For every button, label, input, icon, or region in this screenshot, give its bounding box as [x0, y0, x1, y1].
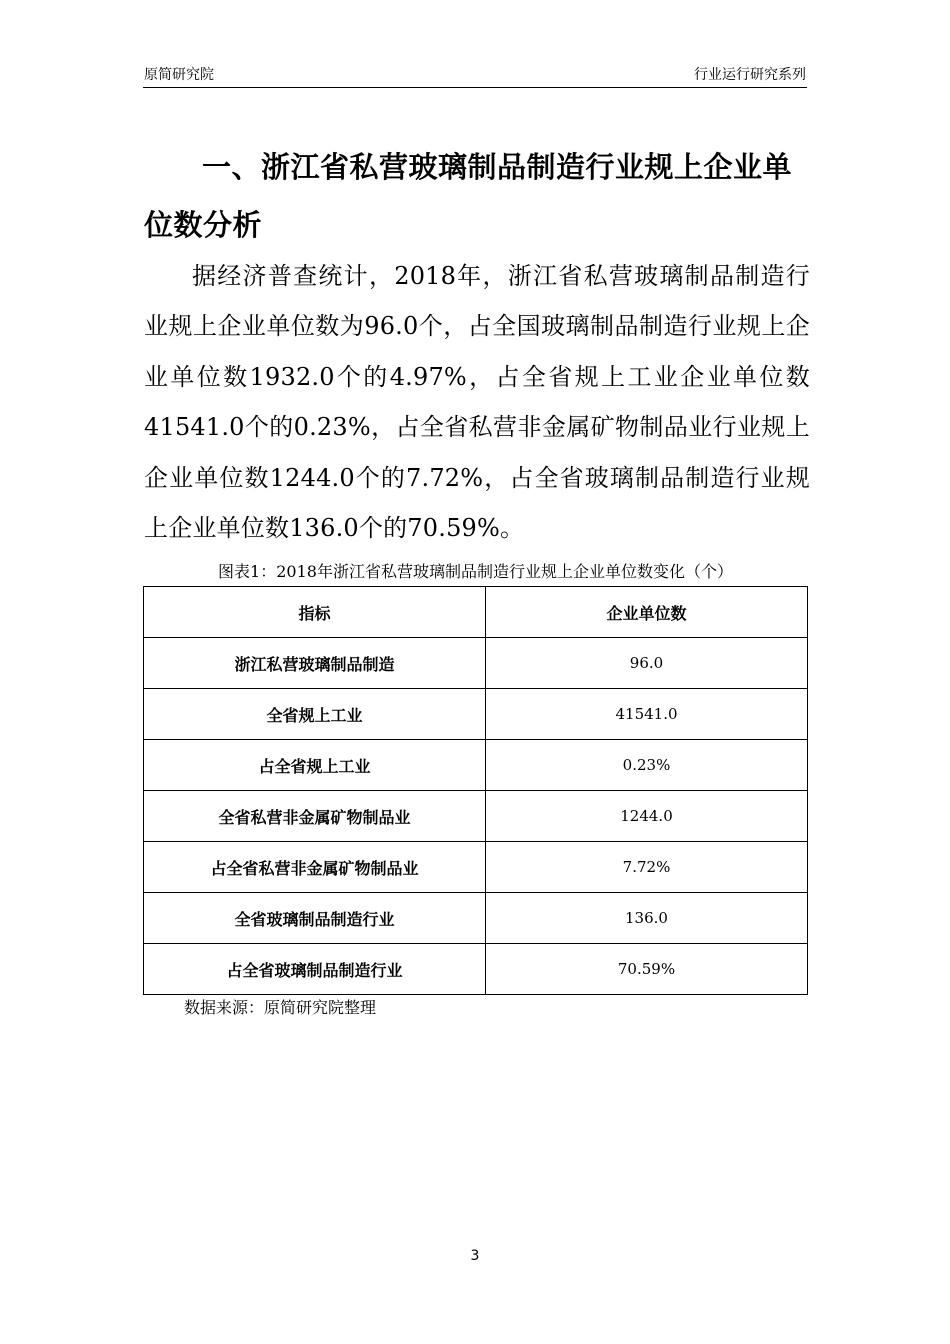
table-row [144, 638, 808, 689]
row-indicator: 全省私营非金属矿物制品业 [144, 791, 486, 842]
table-row [144, 791, 808, 842]
row-indicator: 占全省玻璃制品制造行业 [144, 944, 486, 995]
column-header-indicator: 指标 [144, 587, 486, 638]
page-number: 3 [470, 1248, 480, 1264]
table-row [144, 689, 808, 740]
table-row [144, 842, 808, 893]
row-indicator: 全省规上工业 [144, 689, 486, 740]
column-header-count: 企业单位数 [486, 587, 808, 638]
row-indicator: 浙江私营玻璃制品制造 [144, 638, 486, 689]
row-indicator: 占全省私营非金属矿物制品业 [144, 842, 486, 893]
table-row [144, 893, 808, 944]
row-value: 136.0 [486, 893, 808, 944]
table-row [144, 740, 808, 791]
header-series-name: 行业运行研究系列 [694, 67, 806, 83]
table-row [144, 944, 808, 995]
header-org-name: 原简研究院 [144, 67, 214, 83]
body-paragraph: 据经济普查统计，2018年，浙江省私营玻璃制品制造行业规上企业单位数为96.0个，占全国玻璃制品制造行业规上企业单位数1932.0个的4.97%，占全省规上工业企业单位数41541.0个的0.23%，占全省私营非金属矿物制品业行业规上企业单位数1244.0个的7.72%，占全省玻璃制品制造行业规上企业单位数136.0个的70.59%。 [144, 262, 810, 543]
row-value: 7.72% [486, 842, 808, 893]
section-title: 一、浙江省私营玻璃制品制造行业规上企业单位数分析 [144, 150, 793, 242]
table-header-row [144, 587, 808, 638]
row-indicator: 占全省规上工业 [144, 740, 486, 791]
row-value: 70.59% [486, 944, 808, 995]
data-table [143, 586, 808, 995]
table-caption: 图表1：2018年浙江省私营玻璃制品制造行业规上企业单位数变化（个） [218, 562, 733, 581]
header-divider [143, 87, 807, 88]
row-value: 1244.0 [486, 791, 808, 842]
row-value: 0.23% [486, 740, 808, 791]
row-indicator: 全省玻璃制品制造行业 [144, 893, 486, 944]
data-source-note: 数据来源：原简研究院整理 [184, 998, 377, 1017]
row-value: 96.0 [486, 638, 808, 689]
row-value: 41541.0 [486, 689, 808, 740]
